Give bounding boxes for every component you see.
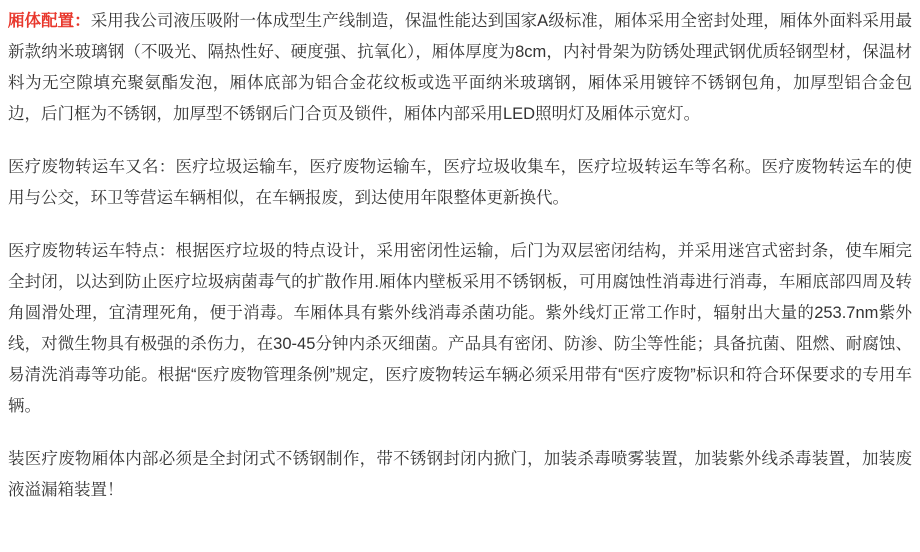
paragraph-alias-names bbox=[8, 152, 912, 214]
paragraph-text-box-body-configuration: 采用我公司液压吸附一体成型生产线制造，保温性能达到国家A级标准，厢体采用全密封处理，厢体外面料采用最新款纳米玻璃钢（不吸光、隔热性好、硬度强、抗氧化），厢体厚度为8cm，内衬骨架为防锈处理武钢优质轻钢型材，保温材料为无空隙填充聚氨酯发泡，厢体底部为铝合金花纹板或选平面纳米玻璃钢，厢体采用镀锌不锈钢包角，加厚型铝合金包边，后门框为不锈钢，加厚型不锈钢后门合页及锁件，厢体内部采用LED照明灯及厢体示宽灯。 bbox=[8, 12, 912, 123]
paragraph-interior-requirements bbox=[8, 444, 912, 506]
paragraph-text-interior-requirements: 装医疗废物厢体内部必须是全封闭式不锈钢制作，带不锈钢封闭内掀门，加装杀毒喷雾装置，加装紫外线杀毒装置，加装废液溢漏箱装置！ bbox=[8, 450, 912, 499]
paragraph-text-alias-names: 医疗废物转运车又名：医疗垃圾运输车，医疗废物运输车，医疗垃圾收集车，医疗垃圾转运车等名称。医疗废物转运车的使用与公交，环卫等营运车辆相似，在车辆报废，到达使用年限整体更新换代。 bbox=[8, 158, 912, 207]
paragraph-box-body-configuration bbox=[8, 6, 912, 130]
paragraph-label-box-body-configuration: 厢体配置： bbox=[8, 12, 91, 30]
paragraph-features bbox=[8, 236, 912, 422]
paragraph-text-features: 医疗废物转运车特点：根据医疗垃圾的特点设计，采用密闭性运输，后门为双层密闭结构，并采用迷宫式密封条，使车厢完全封闭，以达到防止医疗垃圾病菌毒气的扩散作用.厢体内壁板采用不锈钢板，可用腐蚀性消毒进行消毒，车厢底部四周及转角圆滑处理，宜清理死角，便于消毒。车厢体具有紫外线消毒杀菌功能。紫外线灯正常工作时，辐射出大量的253.7nm紫外线，对微生物具有极强的杀伤力，在30-45分钟内杀灭细菌。产品具有密闭、防渗、防尘等性能；具备抗菌、阻燃、耐腐蚀、易清洗消毒等功能。根据“医疗废物管理条例”规定，医疗废物转运车辆必须采用带有“医疗废物”标识和符合环保要求的专用车辆。 bbox=[8, 242, 912, 415]
